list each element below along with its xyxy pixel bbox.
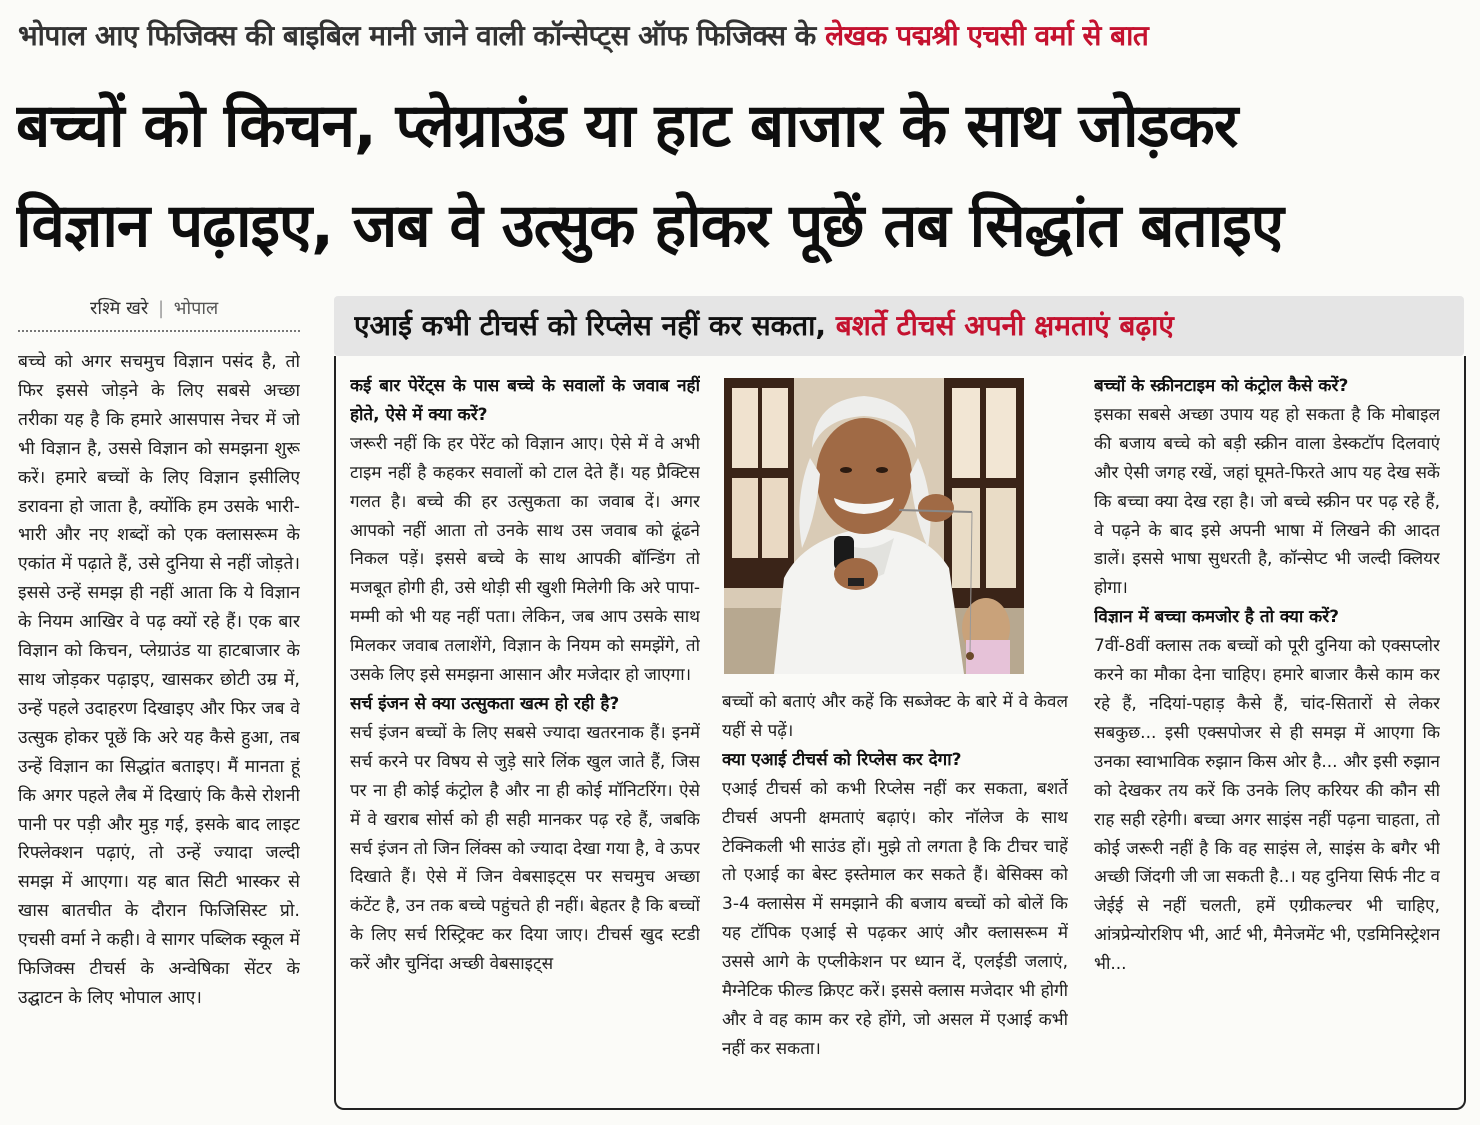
- kicker-text: भोपाल आए फिजिक्स की बाइबिल मानी जाने वाली कॉन्सेप्ट्स ऑफ फिजिक्स के: [18, 19, 826, 52]
- answer-parents: जरूरी नहीं कि हर पेरेंट को विज्ञान आए। ऐसे में वे अभी टाइम नहीं है कहकर सवालों को टाल देते हैं। यह प्रैक्टिस गलत है। बच्चे की हर उत्सुकता का जवाब दें। अगर आपको नहीं आता तो उनके साथ उस जवाब को ढूंढने निकल पड़ें। इससे बच्चे के साथ आपकी बॉन्डिंग तो मजबूत होगी ही, उसे थोड़ी सी खुशी मिलेगी कि अरे पापा-मम्मी को भी यह नहीं पता। लेकिन, जब आप उसके साथ मिलकर जवाब तलाशेंगे, विज्ञान के नियम को समझेंगे, तो उसके लिए इसे समझना आसान और मजेदार हो जाएगा।: [350, 433, 700, 686]
- byline-separator: |: [157, 298, 165, 319]
- banner-text: एआई कभी टीचर्स को रिप्लेस नहीं कर सकता,: [354, 309, 836, 342]
- byline-divider: [18, 330, 300, 332]
- byline: [90, 296, 218, 320]
- kicker-line: [18, 16, 1468, 62]
- qa-column-1: [350, 372, 700, 1102]
- answer-ai-replace: एआई टीचर्स को कभी रिप्लेस नहीं कर सकता, बशर्ते टीचर्स अपनी क्षमताएं बढ़ाएं। कोर नॉलेज के साथ टेक्निकली भी साउंड हों। मुझे तो लगता है कि टीचर चाहें तो एआई का बेस्ट इस्तेमाल कर सकते हैं। बेसिक्स को 3-4 क्लासेस में समझाने की बजाय बच्चों को बोलें कि यह टॉपिक एआई से पढ़कर आएं और क्लासरूम में उससे आगे के एप्लीकेशन पर ध्यान दें, एलईडी जलाएं, मैग्नेटिक फील्ड क्रिएट करें। इससे क्लास मजेदार भी होगी और वे वह काम कर रहे होंगे, जो असल में एआई कभी नहीं कर सकता।: [722, 778, 1068, 1059]
- headline-line-2: विज्ञान पढ़ाइए, जब वे उत्सुक होकर पूछें तब सिद्धांत बताइए: [16, 191, 1283, 261]
- qa-banner: [334, 296, 1464, 356]
- intro-paragraph: बच्चे को अगर सचमुच विज्ञान पसंद है, तो फिर इससे जोड़ने के लिए सबसे अच्छा तरीका यह है कि हमारे आसपास नेचर में जो भी विज्ञान है, उससे विज्ञान को समझना शुरू करें। हमारे बच्चों के लिए विज्ञान इसीलिए डरावना हो जाता है, क्योंकि हम उसके भारी-भारी और नए शब्दों को एक क्लासरूम के एकांत में पढ़ाते हैं, उसे दुनिया से नहीं जोड़ते। इससे उन्हें समझ ही नहीं आता कि ये विज्ञान के नियम आखिर वे पढ़ क्यों रहे हैं। एक बार विज्ञान को किचन, प्लेग्राउंड या हाटबाजार के साथ जोड़कर पढ़ाइए, खासकर छोटी उम्र में, उन्हें पहले उदाहरण दिखाइए और फिर जब वे उत्सुक होकर पूछें कि अरे यह कैसे हुआ, तब उन्हें विज्ञान का सिद्धांत बताइए। मैं मानता हूं कि अगर पहले लैब में दिखाएं कि कैसे रोशनी पानी पर पड़ी और मुड़ गई, इसके बाद लाइट रिफ्लेक्शन पढ़ाएं, तो उन्हें ज्यादा जल्दी समझ में आएगा। यह बात सिटी भास्कर से खास बातचीत के दौरान फिजिसिस्ट प्रो. एचसी वर्मा ने कही। वे सागर पब्लिक स्कूल में फिजिक्स टीचर्स के अन्वेषिका सेंटर के उद्घाटन के लिए भोपाल आए।: [18, 352, 300, 1008]
- banner-title: [354, 306, 1454, 344]
- kicker-highlight: लेखक पद्मश्री एचसी वर्मा से बात: [825, 19, 1149, 52]
- question-screentime: बच्चों के स्क्रीनटाइम को कंट्रोल कैसे करें?: [1094, 376, 1349, 396]
- question-parents: कई बार पेरेंट्स के पास बच्चे के सवालों के जवाब नहीं होते, ऐसे में क्या करें?: [350, 376, 700, 425]
- portrait-photo: [724, 378, 1024, 674]
- answer-search-engine-continued: बच्चों को बताएं और कहें कि सब्जेक्ट के बारे में वे केवल यहीं से पढ़ें।: [722, 692, 1068, 741]
- portrait-illustration: [724, 378, 1024, 674]
- byline-place: भोपाल: [173, 298, 219, 319]
- headline-line-1: बच्चों को किचन, प्लेग्राउंड या हाट बाजार के साथ जोड़कर: [16, 91, 1238, 161]
- qa-column-2: [722, 688, 1068, 1108]
- byline-author: रश्मि खरे: [90, 298, 149, 319]
- banner-highlight: बशर्ते टीचर्स अपनी क्षमताएं बढ़ाएं: [835, 309, 1174, 342]
- answer-weak-in-science: 7वीं-8वीं क्लास तक बच्चों को पूरी दुनिया को एक्सप्लोर करने का मौका देना चाहिए। हमारे बाजार कैसे काम कर रहे हैं, नदियां-पहाड़ कैसे हैं, चांद-सितारों से लेकर सबकुछ... इसी एक्सपोजर से ही समझ में आएगा कि उनका स्वाभाविक रुझान किस ओर है... और इसी रुझान को देखकर तय करें कि उनके लिए करियर की कौन सी राह सही रहेगी। बच्चा अगर साइंस नहीं पढ़ना चाहता, तो कोई जरूरी नहीं है कि वह साइंस ले, साइंस के बगैर भी अच्छी जिंदगी जी जा सकती है..। यह दुनिया सिर्फ नीट व जेईई से नहीं चलती, हमें एग्रीकल्चर भी चाहिए, आंत्रप्रेन्योरशिप भी, आर्ट भी, मैनेजमेंट भी, एडमिनिस्ट्रेशन भी...: [1094, 636, 1440, 975]
- intro-column: [18, 348, 300, 1108]
- question-weak-in-science: विज्ञान में बच्चा कमजोर है तो क्या करें?: [1094, 607, 1340, 628]
- question-search-engine: सर्च इंजन से क्या उत्सुकता खत्म हो रही है?: [350, 693, 620, 714]
- answer-search-engine: सर्च इंजन बच्चों के लिए सबसे ज्यादा खतरनाक हैं। इनमें सर्च करने पर विषय से जुड़े सारे लिंक खुल जाते हैं, जिस पर ना ही कोई कंट्रोल है और ना ही कोई मॉनिटरिंग। ऐसे में वे खराब सोर्स को ही सही मानकर पढ़ रहे हैं, जबकि सर्च इंजन तो जिन लिंक्स को ज्यादा देखा गया है, वे ऊपर दिखाते हैं। ऐसे में जिन वेबसाइट्स पर सचमुच अच्छा कंटेंट है, उन तक बच्चे पहुंचते ही नहीं। बेहतर है कि बच्चों के लिए सर्च रिस्ट्रिक्ट कर दिया जाए। टीचर्स खुद स्टडी करें और चुनिंदा अच्छी वेबसाइट्स: [350, 722, 700, 975]
- answer-screentime: इसका सबसे अच्छा उपाय यह हो सकता है कि मोबाइल की बजाय बच्चे को बड़ी स्क्रीन वाला डेस्कटॉप दिलवाएं और ऐसी जगह रखें, जहां घूमते-फिरते आप यह देख सकें कि बच्चा क्या देख रहा है। जो बच्चे स्क्रीन पर पढ़ रहे हैं, वे पढ़ने के बाद इसे अपनी भाषा में लिखने की आदत डालें। इससे भाषा सुधरती है, कॉन्सेप्ट भी जल्दी क्लियर होगा।: [1094, 404, 1440, 599]
- question-ai-replace: क्या एआई टीचर्स को रिप्लेस कर देगा?: [722, 749, 962, 770]
- qa-column-3: [1094, 372, 1440, 1102]
